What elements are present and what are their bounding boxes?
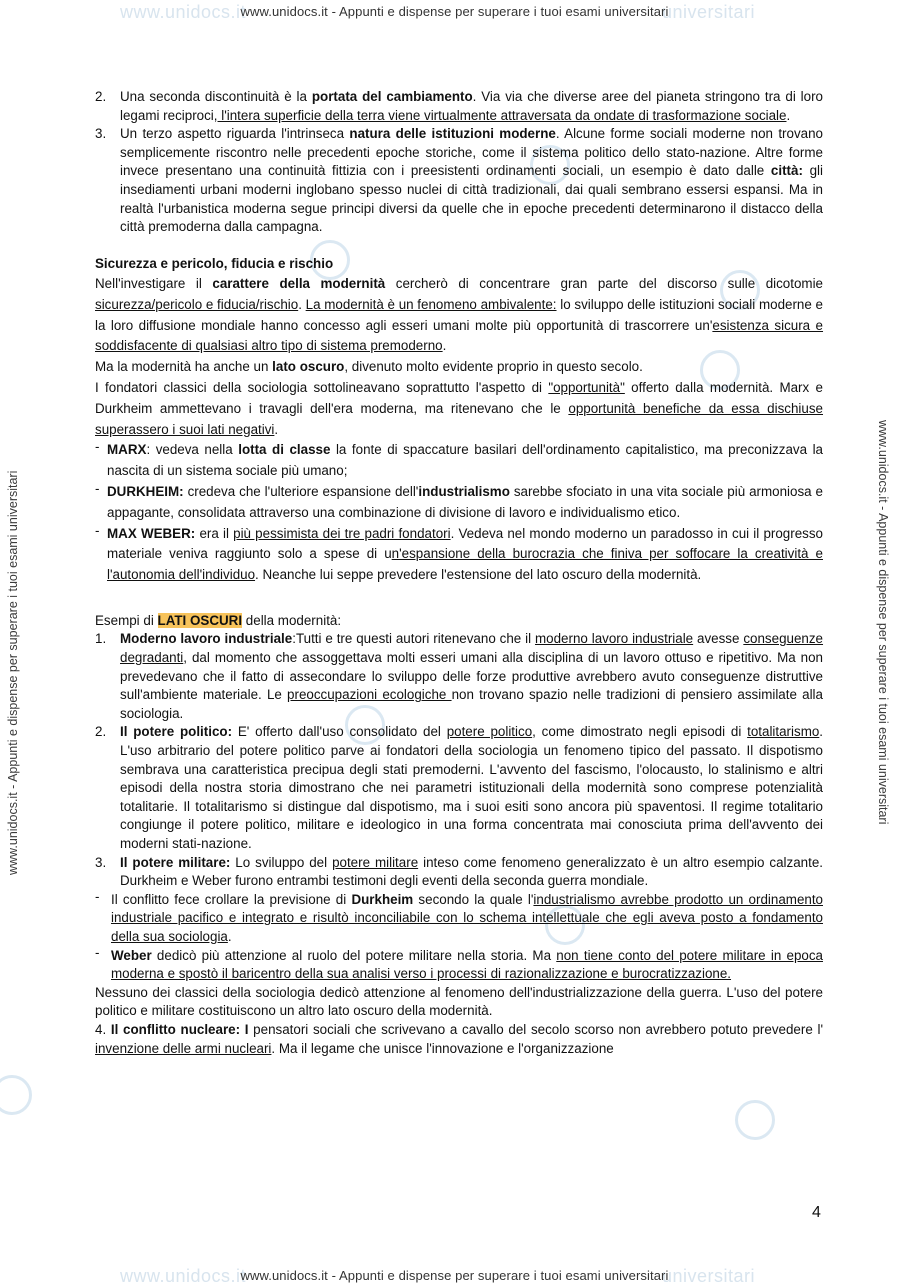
document-body	[95, 88, 823, 1058]
watermark-text-bottom-right: universitari	[662, 1266, 756, 1286]
watermark-text-top-left: www.unidocs.it	[120, 2, 247, 22]
list-item: 1. Moderno lavoro industriale:Tutti e tre questi autori ritenevano che il moderno lavoro industriale avesse conseguenze degradanti, dal momento che assoggettava molti esseri umani alla disciplina di un lavoro ottuso e ripetitivo. Ma non prevedevano che il fatto di assecondare lo sviluppo delle forze produttive avrebbero avuto conseguenze distruttive sull'ambiente materiale. Le preoccupazioni ecologiche non trovano spazio nelle tradizioni di pensiero assimilate alla sociologia.	[95, 631, 824, 721]
paragraph: Nessuno dei classici della sociologia dedicò attenzione al fenomeno dell'industrializzazione della guerra. L'uso del potere politico e militare costituiscono un altro lato oscuro della modernità.	[95, 984, 823, 1019]
examples-intro: Esempi di LATI OSCURI della modernità:	[95, 612, 342, 628]
highlighted-term: LATI OSCURI	[157, 612, 243, 628]
side-text-left: www.unidocs.it - Appunti e dispense per superare i tuoi esami universitari	[6, 470, 20, 875]
list-item: 3. Il potere militare: Lo sviluppo del potere militare inteso come fenomeno generalizzato è un altro esempio calzante. Durkheim e Weber furono entrambi testimoni degli eventi della seconda guerra mondiale.	[95, 854, 823, 889]
watermark-logo-icon	[735, 1100, 775, 1140]
list-item: 2. Una seconda discontinuità è la portata del cambiamento. Via via che diverse aree del pianeta stringono tra di loro legami reciproci, l'intera superficie della terra viene virtualmente attraversata da ondate di trasformazione sociale.	[95, 89, 823, 123]
paragraph: Nell'investigare il carattere della modernità cercherò di concentrare gran parte del discorso sulle dicotomie sicurezza/pericolo e fiducia/rischio. La modernità è un fenomeno ambivalente: lo sviluppo delle istituzioni sociali moderne e la loro diffusione mondiale hanno concesso agli esseri umani molte più opportunità di trascorrere un'esistenza sicura e soddisfacente di qualsiasi altro tipo di sistema premoderno.	[95, 275, 824, 354]
sub-item-durkheim: - Il conflitto fece crollare la previsione di Durkheim secondo la quale l'industrialismo avrebbe prodotto un ordinamento industriale pacifico e integrato e risultò inconciliabile con lo schema intellettuale che egli aveva posto a fondamento della sua sociologia.	[95, 888, 823, 944]
watermark-text-top-right: universitari	[662, 2, 756, 22]
paragraph: 4. Il conflitto nucleare: I pensatori sociali che scrivevano a cavallo del secolo scorso non avrebbero potuto prevedere l' invenzione delle armi nucleari. Ma il legame che unisce l'innovazione e l'organizzazione	[95, 1021, 823, 1056]
page-footer[interactable]: www.unidocs.it - Appunti e dispense per superare i tuoi esami universitari	[240, 1268, 669, 1283]
page-number: 4	[812, 1204, 821, 1221]
list-item: 3. Un terzo aspetto riguarda l'intrinseca natura delle istituzioni moderne. Alcune forme sociali moderne non trovano semplicemente riscontro nelle precedenti epoche storiche, come il sistema politico dello stato-nazione. Altre forme invece presentano una continuità fittizia con i preesistenti ordinamenti sociali, un esempio è dato dalle città: gli insediamenti urbani moderni inglobano spesso nuclei di città tradizionali, dai quali sembrano essersi espansi. Ma in realtà l'urbanistica moderna segue principi diversi da quelle che in epoche precedenti determinarono il distacco della città premoderna dalla campagna.	[95, 126, 823, 235]
side-text-right: www.unidocs.it - Appunti e dispense per superare i tuoi esami universitari	[876, 420, 890, 825]
section-title: Sicurezza e pericolo, fiducia e rischio	[95, 256, 334, 272]
page-header[interactable]: www.unidocs.it - Appunti e dispense per superare i tuoi esami universitari	[240, 4, 669, 19]
paragraph: I fondatori classici della sociologia sottolineavano soprattutto l'aspetto di "opportunità" offerto dalla modernità. Marx e Durkheim ammettevano i travagli dell'era moderna, ma ritenevano che le opportunità benefiche da essa dischiuse superassero i suoi lati negativi.	[95, 379, 823, 437]
watermark-logo-icon	[0, 1075, 32, 1115]
paragraph: Ma la modernità ha anche un lato oscuro, divenuto molto evidente proprio in questo secolo.	[95, 359, 643, 375]
author-item-durkheim: - DURKHEIM: credeva che l'ulteriore espansione dell'industrialismo sarebbe sfociato in una vita sociale più armoniosa e appagante, consolidata attraverso una combinazione di divisione di lavoro e individualismo etico.	[95, 480, 823, 520]
sub-item-weber: - Weber dedicò più attenzione al ruolo del potere militare nella storia. Ma non tiene conto del potere militare in epoca moderna e spostò il baricentro della sua analisi verso i processi di razionalizzazione e burocratizzazione.	[95, 944, 823, 982]
watermark-text-bottom-left: www.unidocs.it	[120, 1266, 247, 1286]
author-item-weber: - MAX WEBER: era il più pessimista dei tre padri fondatori. Vedeva nel mondo moderno un paradosso in cui il progresso materiale veniva raggiunto solo a spese di un'espansione della burocrazia che finiva per soffocare la creatività e l'autonomia dell'individuo. Neanche lui seppe prevedere l'estensione del lato oscuro della modernità.	[95, 522, 823, 583]
list-item: 2. Il potere politico: E' offerto dall'uso consolidato del potere politico, come dimostrato negli episodi di totalitarismo. L'uso arbitrario del potere politico parve ai fondatori della sociologia un fenomeno tipico del passato. Il dispotismo sembrava una caratteristica precipua degli stati premoderni. L'avvento del fascismo, l'olocausto, lo stalinismo e altri episodi della nostra storia dimostrano che nei parametri istituzionali della modernità sono comprese potenzialità totalitarie. Il totalitarismo si distingue dal dispotismo, ma i suoi esiti sono ancora più spaventosi. Il regime totalitario congiunge il potere politico, militare e ideologico in una forma concentrata mai conosciuta prima dell'avvento dei moderni stati-nazione.	[95, 724, 824, 852]
author-item-marx: - MARX: vedeva nella lotta di classe la fonte di spaccature basilari dell'ordinamento capitalistico, ma preconizzava la nascita di un sistema sociale più umano;	[95, 439, 823, 479]
